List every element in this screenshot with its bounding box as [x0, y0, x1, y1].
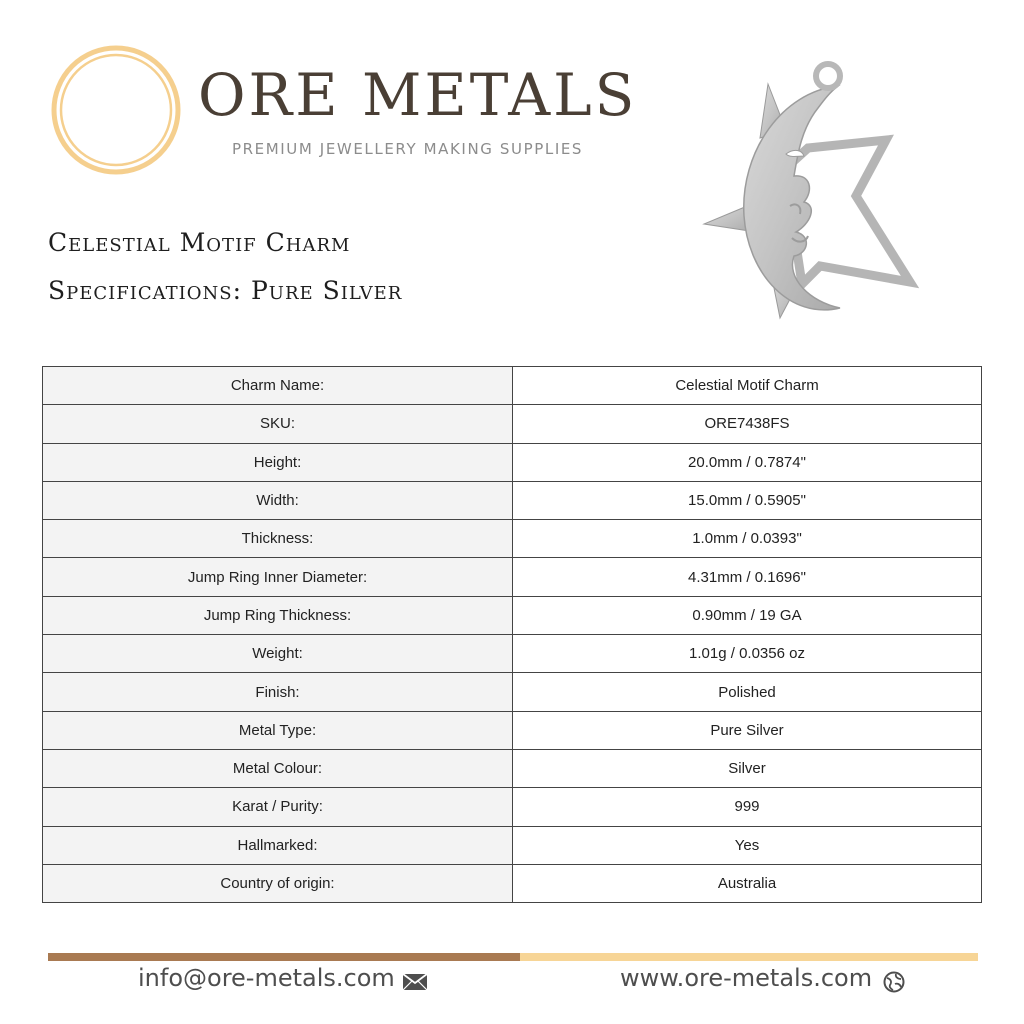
spec-value: Yes — [513, 826, 982, 864]
spec-row — [43, 520, 982, 558]
spec-row — [43, 788, 982, 826]
spec-label: Height: — [43, 443, 513, 481]
footer-bar-brown — [48, 953, 520, 961]
spec-label: Karat / Purity: — [43, 788, 513, 826]
footer-email-link[interactable]: info@ore-metals.com — [138, 964, 395, 992]
spec-value: Australia — [513, 864, 982, 902]
envelope-icon — [402, 973, 428, 991]
spec-value: 0.90mm / 19 GA — [513, 596, 982, 634]
spec-value: 1.0mm / 0.0393" — [513, 520, 982, 558]
footer-website-link[interactable]: www.ore-metals.com — [620, 964, 873, 992]
spec-row — [43, 749, 982, 787]
spec-row — [43, 367, 982, 405]
charm-product-image — [690, 56, 930, 336]
specifications-table-body — [43, 367, 982, 903]
spec-label: Jump Ring Thickness: — [43, 596, 513, 634]
spec-value: Pure Silver — [513, 711, 982, 749]
spec-row — [43, 826, 982, 864]
spec-label: Metal Colour: — [43, 749, 513, 787]
footer-bar-gold — [520, 953, 978, 961]
spec-label: Thickness: — [43, 520, 513, 558]
brand-name: ORE METALS — [198, 61, 638, 129]
spec-label: SKU: — [43, 405, 513, 443]
spec-value: 999 — [513, 788, 982, 826]
spec-label: Charm Name: — [43, 367, 513, 405]
globe-icon — [882, 970, 906, 994]
spec-row — [43, 711, 982, 749]
spec-label: Jump Ring Inner Diameter: — [43, 558, 513, 596]
spec-value: 1.01g / 0.0356 oz — [513, 635, 982, 673]
spec-label: Width: — [43, 481, 513, 519]
logo-ring-icon — [48, 42, 184, 178]
spec-value: Celestial Motif Charm — [513, 367, 982, 405]
spec-row — [43, 635, 982, 673]
spec-label: Weight: — [43, 635, 513, 673]
product-specs-heading: Specifications: Pure Silver — [48, 276, 403, 305]
spec-row — [43, 443, 982, 481]
spec-value: 20.0mm / 0.7874" — [513, 443, 982, 481]
spec-value: 4.31mm / 0.1696" — [513, 558, 982, 596]
spec-row — [43, 481, 982, 519]
spec-row — [43, 864, 982, 902]
brand-tagline: PREMIUM JEWELLERY MAKING SUPPLIES — [232, 140, 584, 158]
spec-value: Silver — [513, 749, 982, 787]
product-title: Celestial Motif Charm — [48, 228, 351, 257]
spec-label: Finish: — [43, 673, 513, 711]
specifications-table — [42, 366, 982, 903]
spec-row — [43, 558, 982, 596]
spec-value: Polished — [513, 673, 982, 711]
spec-label: Country of origin: — [43, 864, 513, 902]
spec-label: Metal Type: — [43, 711, 513, 749]
spec-value: ORE7438FS — [513, 405, 982, 443]
spec-label: Hallmarked: — [43, 826, 513, 864]
spec-row — [43, 405, 982, 443]
spec-value: 15.0mm / 0.5905" — [513, 481, 982, 519]
spec-row — [43, 673, 982, 711]
spec-row — [43, 596, 982, 634]
